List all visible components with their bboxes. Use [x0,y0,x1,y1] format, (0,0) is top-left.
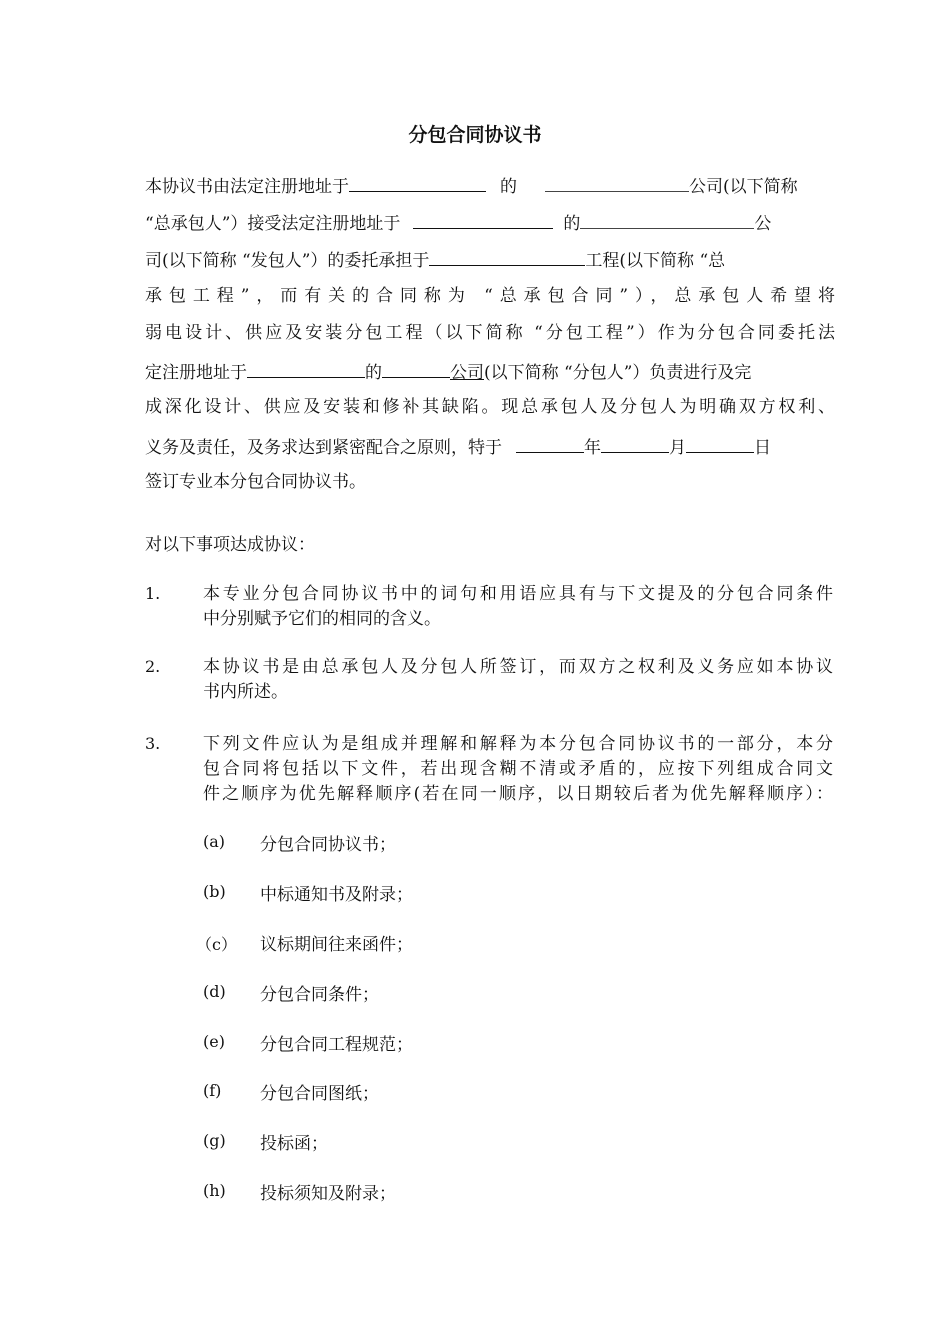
intro-text: 月 [669,438,686,458]
blank-project-name [429,246,585,266]
clause-number: 1. [145,584,161,603]
intro-text: 公 [754,214,772,234]
subitem-text: 议标期间往来函件； [260,935,413,955]
subitem-label: (b) [203,882,226,901]
blank-company-name [545,172,689,192]
intro-text: 公司(以下简称 [689,177,798,197]
intro-text: 司(以下简称 “发包人”）的委托承担于 [145,251,430,271]
blank-day [686,433,754,453]
blank-registered-address [247,358,365,378]
intro-line-5: 弱电设计、供应及安装分包工程（以下简称 “分包工程”）作为分包合同委托法 [145,323,835,343]
agreement-intro: 对以下事项达成协议： [145,535,315,555]
intro-line-7: 成深化设计、供应及安装和修补其缺陷。现总承包人及分包人为明确双方权利、 [145,397,835,417]
clause-text: 下列文件应认为是组成并理解和解释为本分包合同协议书的一部分，本分 [203,734,833,754]
blank-registered-address [349,172,486,192]
subitem-text: 分包合同条件； [260,985,379,1005]
blank-month [601,433,669,453]
intro-line-4: 承包工程”，而有关的合同称为 “总承包合同”），总承包人希望将 [145,286,835,306]
subitem-label: (g) [203,1131,226,1150]
intro-text: (以下简称 “分包人”）负责进行及完 [484,363,752,383]
subitem-text: 投标函； [260,1134,328,1154]
intro-text: 公司 [450,363,484,383]
intro-line-9: 签订专业本分包合同协议书。 [145,472,366,492]
intro-text: “总承包人”）接受法定注册地址于 [145,214,401,234]
document-title: 分包合同协议书 [408,124,542,146]
subitem-label: (a) [203,832,226,851]
intro-line-3 [145,246,835,272]
intro-text: 定注册地址于 [145,363,247,383]
intro-text: 的 [500,177,517,197]
intro-text: 日 [754,438,771,458]
subitem-text: 分包合同图纸； [260,1084,379,1104]
subitem-label: （c） [196,935,237,954]
clause-text: 件之顺序为优先解释顺序(若在同一顺序，以日期较后者为优先解释顺序）： [203,784,833,804]
intro-text: 年 [584,438,601,458]
clause-number: 3. [145,734,161,753]
intro-text: 的 [365,363,382,383]
clause-text: 包合同将包括以下文件，若出现含糊不清或矛盾的，应按下列组成合同文 [203,759,833,779]
blank-registered-address [413,209,553,229]
subitem-text: 分包合同协议书； [260,835,396,855]
intro-line-1 [145,172,835,198]
subitem-label: (d) [203,982,226,1001]
clause-text: 本专业分包合同协议书中的词句和用语应具有与下文提及的分包合同条件 [203,584,833,604]
intro-text: 的 [563,214,581,234]
intro-text: 工程(以下简称 “总 [585,251,726,271]
subitem-label: (h) [203,1181,226,1200]
subitem-label: (f) [203,1081,222,1100]
clause-text: 书内所述。 [203,682,288,702]
subitem-text: 中标通知书及附录； [260,885,413,905]
subitem-text: 投标须知及附录； [260,1184,396,1204]
blank-year [516,433,584,453]
clause-number: 2. [145,657,161,676]
subitem-label: (e) [203,1032,225,1051]
clause-text: 本协议书是由总承包人及分包人所签订，而双方之权利及义务应如本协议 [203,657,833,677]
blank-company-name [580,209,754,229]
intro-line-6 [145,358,835,384]
clause-text: 中分别赋予它们的相同的含义。 [203,609,441,629]
blank-company-name [382,358,450,378]
intro-text: 义务及责任，及务求达到紧密配合之原则，特于 [145,438,502,458]
intro-text: 本协议书由法定注册地址于 [145,177,349,197]
intro-line-8 [145,433,835,459]
intro-line-2 [145,209,835,235]
subitem-text: 分包合同工程规范； [260,1035,413,1055]
